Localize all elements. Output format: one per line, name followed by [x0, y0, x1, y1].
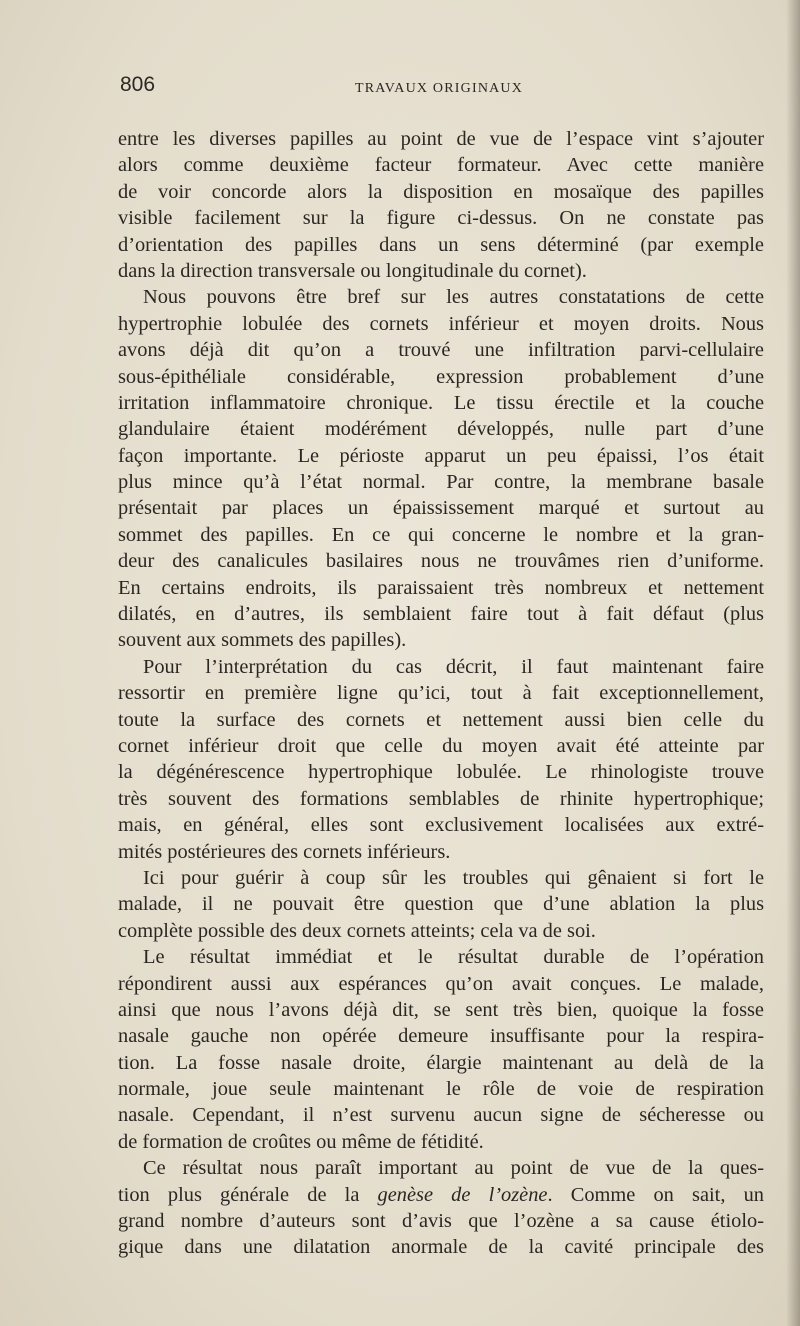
text-line: dans la direction transversale ou longitudinale du cornet).: [118, 259, 587, 282]
text-line: alors comme deuxième facteur formateur. Avec cette manière: [118, 154, 764, 177]
text-line: sommet des papilles. En ce qui concerne le nombre et la gran-: [118, 523, 764, 546]
text-line: toute la surface des cornets et nettement aussi bien celle du: [118, 708, 764, 731]
text-line: avons déjà dit qu’on a trouvé une infiltration parvi-cellulaire: [118, 339, 764, 362]
text-line: visible facilement sur la figure ci-dessus. On ne constate pas: [118, 207, 764, 230]
text-line: nasale. Cependant, il n’est survenu aucun signe de sécheresse ou: [118, 1104, 764, 1127]
text-line: tion. La fosse nasale droite, élargie maintenant au delà de la: [118, 1051, 764, 1074]
text-line: complète possible des deux cornets atteints; cela va de soi.: [118, 919, 596, 942]
text-line: plus mince qu’à l’état normal. Par contre, la membrane basale: [118, 471, 764, 494]
text-line: ressortir en première ligne qu’ici, tout à fait exceptionnellement,: [118, 682, 764, 705]
text-line: présentait par places un épaississement marqué et surtout au: [118, 497, 764, 520]
text-line: nasale gauche non opérée demeure insuffisante pour la respira-: [118, 1025, 764, 1048]
text-line: irritation inflammatoire chronique. Le tissu érectile et la couche: [118, 391, 764, 414]
text-run: . Comme on sait, un: [547, 1183, 764, 1206]
text-line: glandulaire étaient modérément développés, nulle part d’une: [118, 418, 764, 441]
text-line: hypertrophie lobulée des cornets inférieur et moyen droits. Nous: [118, 312, 764, 335]
text-line: grand nombre d’auteurs sont d’avis que l’ozène a sa cause étiolo-: [118, 1210, 764, 1233]
text-line: souvent aux sommets des papilles).: [118, 629, 407, 652]
text-line: sous-épithéliale considérable, expression probablement d’une: [118, 365, 764, 388]
text-line: dilatés, en d’autres, ils semblaient faire tout à fait défaut (plus: [118, 603, 764, 626]
running-title: TRAVAUX ORIGINAUX: [355, 81, 524, 96]
running-header: [120, 73, 760, 103]
text-line: répondirent aussi aux espérances qu’on avait conçues. Le malade,: [118, 972, 764, 995]
text-line: En certains endroits, ils paraissaient très nombreux et nettement: [118, 576, 764, 599]
text-line: de formation de croûtes ou même de fétidité.: [118, 1130, 484, 1153]
page-number: 806: [120, 73, 156, 96]
text-line: [118, 1182, 764, 1208]
text-line: gique dans une dilatation anormale de la cavité principale des: [118, 1236, 764, 1259]
page-edge-shadow: [786, 0, 800, 1326]
text-line: cornet inférieur droit que celle du moyen avait été atteinte par: [118, 734, 764, 757]
text-line: très souvent des formations semblables de rhinite hypertrophique;: [118, 787, 764, 810]
text-line: normale, joue seule maintenant le rôle de voie de respiration: [118, 1078, 764, 1101]
text-line: ainsi que nous l’avons déjà dit, se sent très bien, quoique la fosse: [118, 998, 764, 1021]
italic-term: genèse de l’ozène: [377, 1183, 548, 1206]
text-line: malade, il ne pouvait être question que d’une ablation la plus: [118, 893, 764, 916]
text-line: Nous pouvons être bref sur les autres constatations de cette: [143, 286, 764, 309]
text-line: d’orientation des papilles dans un sens déterminé (par exemple: [118, 233, 764, 256]
text-run: tion plus générale de la: [118, 1183, 378, 1206]
text-line: mais, en général, elles sont exclusivement localisées aux extré-: [118, 814, 764, 837]
text-line: Pour l’interprétation du cas décrit, il faut maintenant faire: [143, 655, 764, 678]
text-line: mités postérieures des cornets inférieurs.: [118, 840, 451, 863]
text-line: Le résultat immédiat et le résultat durable de l’opération: [143, 946, 764, 969]
body-text: [118, 126, 764, 1261]
text-line: Ce résultat nous paraît important au point de vue de la ques-: [143, 1157, 764, 1180]
text-line: de voir concorde alors la disposition en mosaïque des papilles: [118, 180, 764, 203]
text-line: entre les diverses papilles au point de vue de l’espace vint s’ajouter: [118, 128, 764, 150]
text-line: façon importante. Le périoste apparut un peu épaissi, l’os était: [118, 444, 764, 467]
text-line: la dégénérescence hypertrophique lobulée. Le rhinologiste trouve: [118, 761, 764, 784]
text-line: deur des canalicules basilaires nous ne trouvâmes rien d’uniforme.: [118, 550, 764, 573]
text-line: Ici pour guérir à coup sûr les troubles qui gênaient si fort le: [143, 866, 764, 889]
